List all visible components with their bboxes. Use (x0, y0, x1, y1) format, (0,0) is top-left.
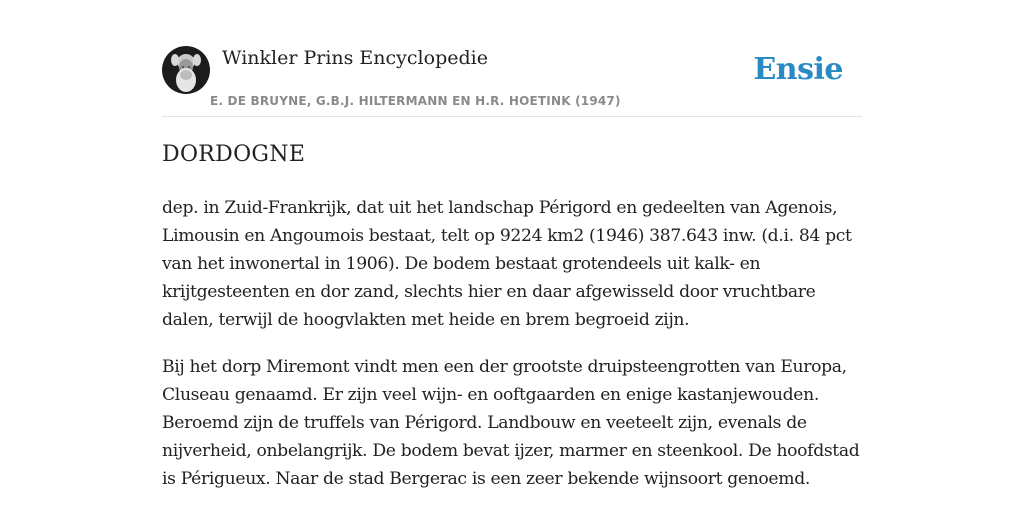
article-paragraph: dep. in Zuid-Frankrijk, dat uit het landschap Périgord en gedeelten van Agenois, Limousin en Angoumois bestaat, telt op 9224 km2 (1946) 387.643 inw. (d.i. 84 pct van het inwonertal in 1906). De bodem bestaat grotendeels uit kalk- en krijtgesteenten en dor zand, slechts hier en daar afgewisseld door vruchtbare dalen, terwijl de hoogvlakten met heide en brem begroeid zijn. (162, 198, 852, 330)
entry-title: DORDOGNE (162, 142, 306, 167)
publication-title[interactable]: Winkler Prins Encyclopedie (222, 47, 488, 69)
article-paragraph: Bij het dorp Miremont vindt men een der grootste druipsteengrotten van Europa, Cluseau genaamd. Er zijn veel wijn- en ooftgaarden en enige kastanjewouden. Beroemd zijn de truffels van Périgord. Landbouw en veeteelt zijn, evenals de nijverheid, onbelangrijk. De bodem bevat ijzer, marmer en steenkool. De hoofdstad is Périgueux. Naar de stad Bergerac is een zeer bekende wijnsoort genoemd. (162, 357, 860, 489)
header (162, 46, 862, 117)
portrait-avatar-icon (162, 46, 210, 94)
article (162, 138, 862, 512)
ensie-logo-link[interactable]: Ensie (753, 52, 843, 87)
publication-authors: E. DE BRUYNE, G.B.J. HILTERMANN EN H.R. HOETINK (1947) (210, 94, 621, 108)
